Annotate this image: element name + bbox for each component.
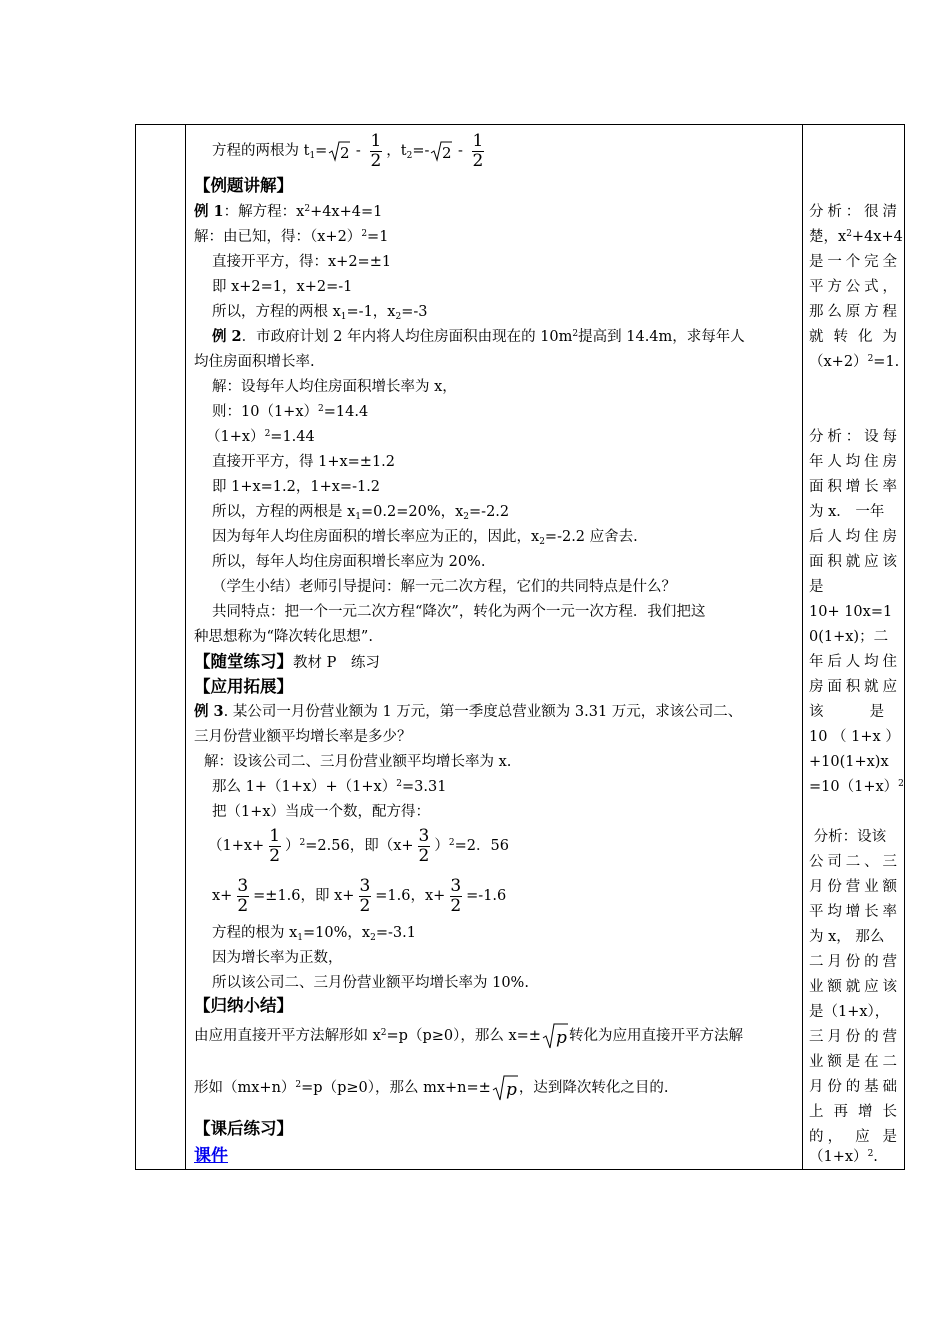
example1-step: 直接开平方，得：x+2=±1 — [212, 254, 392, 270]
summary-line: 由应用直接开平方法解形如 $x^2=p(p\ge 0)$，那么 x=± p 转化为应用直接开平方法解 — [194, 1021, 743, 1051]
side-note: 分析：很清 — [809, 204, 897, 220]
example3-step: 解：设该公司二、三月份营业额平均增长率为 x. — [204, 754, 512, 770]
side-note: 为 x． 一年 — [809, 504, 885, 520]
side-note: 为 x， 那么 — [809, 929, 885, 945]
example2-step: $(1+x)^2=1.44$ — [206, 429, 315, 445]
heading-extension: 【应用拓展】 — [194, 677, 293, 696]
example3-step: 把（1+x）当成一个数，配方得： — [212, 804, 431, 820]
example3-step: 那么 $1+(1+x)+(1+x)^2=3.31$ — [212, 779, 447, 795]
side-note: 是 — [809, 579, 824, 595]
side-note: 面积增长率 — [809, 479, 897, 495]
example1-step: 所以，方程的两根 $x_1=-1$，$x_2=-3$ — [212, 304, 428, 322]
example2-step: 共同特点：把一个一元二次方程“降次”，转化为两个一元一次方程．我们把这 — [212, 604, 706, 620]
side-note: 年后人均住 — [809, 654, 897, 670]
side-note: +10(1+x)x — [809, 754, 889, 770]
content-cell — [186, 125, 803, 1170]
side-note: 那么原方程 — [809, 304, 897, 320]
side-note: 后人均住房 — [809, 529, 897, 545]
side-note: 10 （ 1+x ） — [809, 729, 900, 745]
fraction: $\frac{1}{2}$ — [472, 130, 484, 171]
sqrt-symbol — [328, 140, 350, 162]
example1-line: 例 1：解方程：$x^2+4x+4=1$ — [194, 203, 383, 220]
example2-step: 直接开平方，得 1+x=±1.2 — [212, 454, 396, 470]
example2-line: 均住房面积增长率. — [194, 354, 315, 370]
example3-step: 所以该公司二、三月份营业额平均增长率为 10%. — [212, 975, 529, 991]
example2-step: 所以，方程的两根是 $x_1=0.2=20\%$，$x_2=-2.2$ — [212, 504, 510, 522]
example3-step: x+ $\frac{3}{2}$ =±1.6，即 x+ $\frac{3}{2}$ =1.6，x+ $\frac{3}{2}$ =-1.6 — [212, 875, 507, 916]
side-note: 年人均住房 — [809, 454, 897, 470]
example1-step: 解：由已知，得：$(x+2)^2=1$ — [194, 229, 389, 245]
root-line: 方程的两根为 $t_1=$ 2 - $\frac{1}{2}$ ，$t_2=-$ 2 - $\frac{1}{2}$ — [212, 130, 484, 171]
side-note: 该 是 — [809, 704, 885, 720]
side-note: 业额是在二 — [809, 1054, 897, 1070]
side-note: 的， 应 是 — [809, 1129, 897, 1145]
fraction: $\frac{1}{2}$ — [370, 130, 382, 171]
side-note: 就 转 化 为 — [809, 329, 897, 345]
example3-step: 方程的根为 $x_1=10\%$，$x_2=-3.1$ — [212, 925, 416, 943]
svg-text:2: 2 — [340, 144, 350, 162]
side-note: 平方公式， — [809, 279, 897, 295]
side-note: 二月份的营 — [809, 954, 897, 970]
side-note: $(x+2)^2=1$. — [809, 354, 900, 370]
example1-step: 即 x+2=1，x+2=-1 — [212, 279, 353, 295]
example3-step: 因为增长率为正数， — [212, 950, 343, 966]
heading-examples: 【例题讲解】 — [194, 176, 293, 195]
example2-step: 因为每年人均住房面积的增长率应为正的，因此，$x_2=-2.2$ 应舍去. — [212, 529, 638, 547]
example2-step: 解：设每年人均住房面积增长率为 x， — [212, 379, 457, 395]
example3-line: 例 3. 某公司一月份营业额为 1 万元，第一季度总营业额为 3.31 万元，求该公司二、 — [194, 703, 743, 720]
side-note: 面积就应该 — [809, 554, 897, 570]
side-note: $=10(1+x)^2$ — [809, 779, 904, 795]
side-note: $(1+x)^2$. — [809, 1149, 878, 1165]
side-note: 是（1+x）， — [809, 1004, 890, 1020]
side-note: 上 再 增 长 — [809, 1104, 897, 1120]
svg-text:p: p — [505, 1080, 517, 1100]
side-note: 楚，$x^2+4x+4$ — [809, 229, 903, 245]
side-note: 平均增长率 — [809, 904, 897, 920]
lesson-table — [135, 124, 905, 1170]
example2-step: 即 1+x=1.2，1+x=-1.2 — [212, 479, 381, 495]
side-note: 月份的基础 — [809, 1079, 897, 1095]
side-notes-cell — [803, 125, 905, 1170]
left-margin-cell — [136, 125, 186, 1170]
summary-line: 形如$(mx+n)^2=p(p\ge 0)$，那么 mx+n=± p ，达到降次转化之目的. — [194, 1073, 668, 1103]
heading-practice: 【随堂练习】教材 P 练习 — [194, 652, 380, 671]
sqrt-symbol — [430, 140, 452, 162]
heading-summary: 【归纳小结】 — [194, 996, 293, 1015]
side-note: 分析：设该 — [809, 829, 887, 845]
side-note: 是一个完全 — [809, 254, 897, 270]
example3-step: （1+x+ $\frac{1}{2}$ ）$^2$=2.56，即（x+ $\frac{3}{2}$ ）$^2$=2．56 — [208, 825, 509, 866]
side-note: 公司二、三 — [809, 854, 897, 870]
example2-step: 则：$10(1+x)^2=14.4$ — [212, 404, 369, 420]
side-note: 业额就应该 — [809, 979, 897, 995]
heading-homework: 【课后练习】 — [194, 1119, 293, 1138]
example2-line: 例 2．市政府计划 2 年内将人均住房面积由现在的 $10m^2$提高到 14.4m，求每年人 — [212, 328, 745, 345]
example3-line: 三月份营业额平均增长率是多少？ — [194, 729, 412, 745]
side-note: 10+ 10x=1 — [809, 604, 893, 620]
side-note: 房面积就应 — [809, 679, 897, 695]
example2-step: （学生小结）老师引导提问：解一元二次方程，它们的共同特点是什么？ — [212, 579, 676, 595]
svg-text:2: 2 — [442, 144, 452, 162]
courseware-link[interactable]: 课件 — [194, 1146, 228, 1166]
side-note: 月份营业额 — [809, 879, 897, 895]
sqrt-symbol — [492, 1074, 518, 1102]
side-note: 分析：设每 — [809, 429, 897, 445]
example2-step: 种思想称为“降次转化思想”. — [194, 629, 373, 645]
example2-step: 所以，每年人均住房面积增长率应为 20%. — [212, 554, 486, 570]
svg-text:p: p — [555, 1028, 567, 1048]
side-note: 三月份的营 — [809, 1029, 897, 1045]
sqrt-symbol — [542, 1022, 568, 1050]
side-note: 0(1+x)；二 — [809, 629, 889, 645]
